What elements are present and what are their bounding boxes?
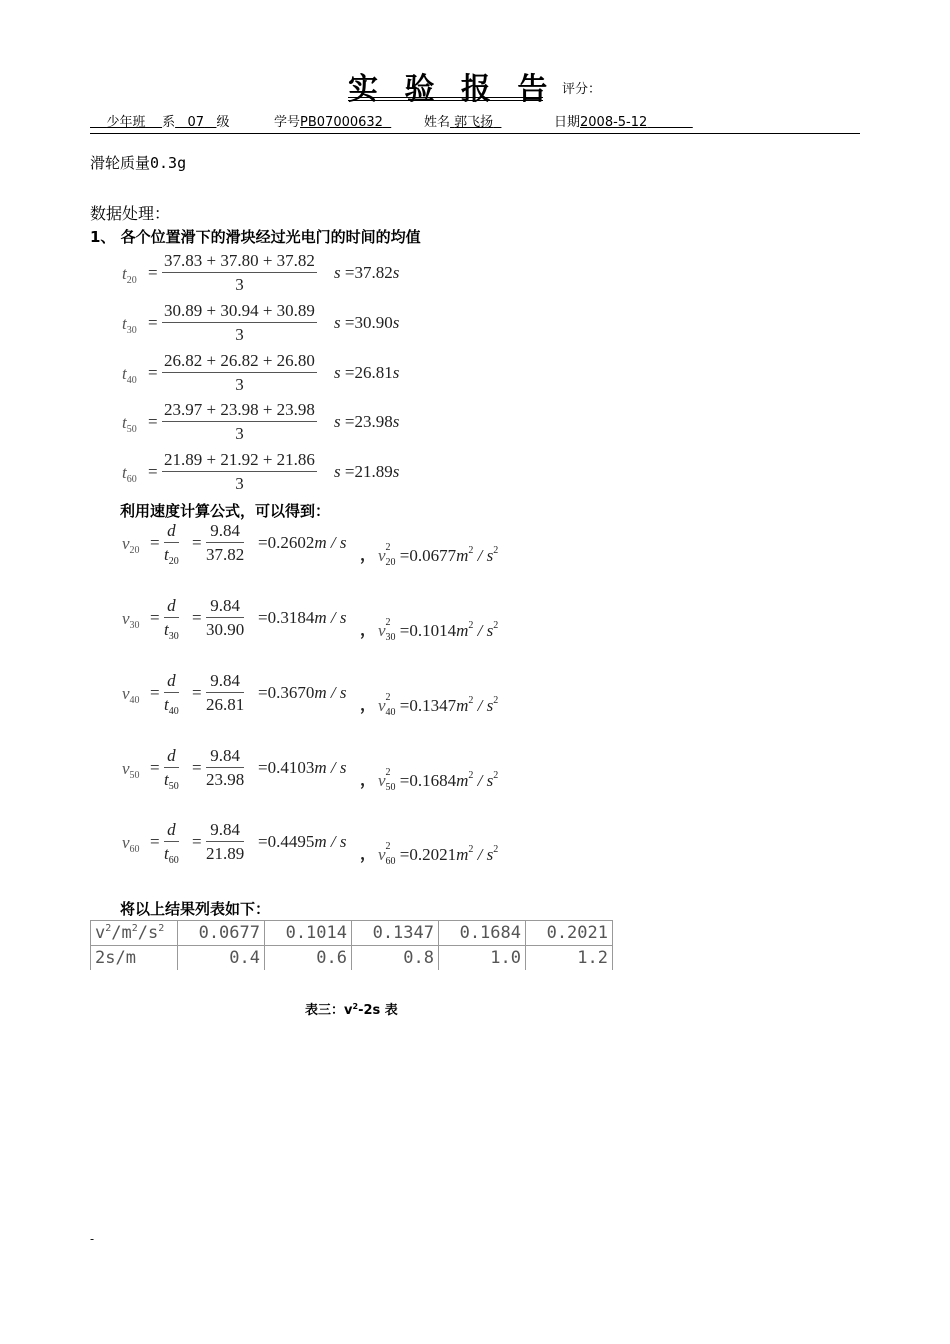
pulley-mass: 滑轮质量0.3g [90,154,187,172]
title-underline-double [348,100,543,101]
denominator: 3 [235,474,244,493]
denominator: 3 [235,325,244,344]
id-label: 学号 [274,115,301,130]
equals-sign: = [148,363,158,382]
fraction-d-over-t: $\frac{d}{t_{40}}$ [164,671,179,717]
results-table [90,920,613,970]
formula-lhs: $t_{30}$ [122,314,137,336]
velocity-lhs: $v_{60}$ [122,833,140,855]
denominator: 3 [235,424,244,443]
numerator: 26.82 + 26.82 + 26.80 [162,350,317,373]
fraction-d-over-t: $\frac{d}{t_{20}}$ [164,521,179,567]
class-field [90,111,229,130]
formula-rhs: s =30.90s [334,313,400,332]
equals-sign: = [148,263,158,282]
equals-sign: = [192,832,202,851]
velocity-value: =0.4103m / s [258,758,347,777]
velocity-intro: 利用速度计算公式，可以得到： [120,502,331,520]
table-cell: 1.2 [526,946,613,971]
equals-sign: = [192,683,202,702]
grade-label: 级 [216,115,230,130]
velocity-formula [122,520,542,572]
footer-mark: - [90,1232,95,1246]
comma: ， [360,545,377,564]
equals-sign: = [150,832,160,851]
class-value: 少年班 [106,115,146,130]
equals-sign: = [148,313,158,332]
numerator: 23.97 + 23.98 + 23.98 [162,399,317,422]
comma: ， [360,770,377,789]
time-mean-formula [122,399,442,449]
equals-sign: = [150,683,160,702]
velocity-squared: v 2 $_{60} =0.2021m^2 / s^2$ [378,841,499,867]
velocity-squared: v 2 $_{20} =0.0677m^2 / s^2$ [378,542,499,568]
date-value: 2008-5-12 [580,115,648,130]
table-intro: 将以上结果列表如下： [120,900,271,918]
table-cell: 0.8 [352,946,439,971]
velocity-formula [122,595,542,647]
velocity-value: =0.3670m / s [258,683,347,702]
equals-sign: = [150,533,160,552]
velocity-value: =0.2602m / s [258,533,347,552]
numerator: 37.83 + 37.80 + 37.82 [162,250,317,273]
formula-lhs: $t_{60}$ [122,463,137,485]
fraction-values: $\frac{9.84}{26.81}$ [206,671,245,714]
velocity-lhs: $v_{30}$ [122,609,140,631]
date-label: 日期 [554,115,581,130]
equals-sign: = [148,412,158,431]
equals-sign: = [192,758,202,777]
velocity-value: =0.4495m / s [258,832,347,851]
table-cell: 0.6 [265,946,352,971]
formula-rhs: s =23.98s [334,412,400,431]
time-mean-formula [122,350,442,400]
fraction [162,300,317,347]
velocity-squared: v 2 $_{50} =0.1684m^2 / s^2$ [378,767,499,793]
velocity-formula [122,670,542,722]
name-value: 郭飞扬 [454,115,494,130]
formula-rhs: s =37.82s [334,263,400,282]
fraction-values: $\frac{9.84}{30.90}$ [206,596,245,639]
fraction-d-over-t: $\frac{d}{t_{60}}$ [164,820,179,866]
equals-sign: = [192,533,202,552]
fraction-d-over-t: $\frac{d}{t_{50}}$ [164,746,179,792]
header-rule [90,133,860,134]
fraction [162,250,317,297]
table-cell: 1.0 [439,946,526,971]
numerator: 21.89 + 21.92 + 21.86 [162,449,317,472]
denominator: 3 [235,275,244,294]
table-cell: 0.1347 [352,921,439,946]
dept-label: 系 [162,115,176,130]
velocity-lhs: $v_{20}$ [122,534,140,556]
formula-lhs: $t_{50}$ [122,413,137,435]
fraction-d-over-t: $\frac{d}{t_{30}}$ [164,596,179,642]
table-cell: 0.0677 [178,921,265,946]
velocity-formula [122,745,542,797]
equals-sign: = [148,462,158,481]
date-field [554,111,693,130]
row-head-v2: $v^2/m^2/s^2$ [91,921,178,946]
student-id-field [274,111,391,130]
name-label: 姓名 [424,115,451,130]
fraction-values: $\frac{9.84}{21.89}$ [206,820,245,863]
table-cell: 0.1014 [265,921,352,946]
section-title: 数据处理： [90,204,171,223]
time-mean-formula [122,300,442,350]
table-row [91,921,613,946]
formula-rhs: s =26.81s [334,363,400,382]
formula-lhs: $t_{20}$ [122,264,137,286]
table-cell: 0.2021 [526,921,613,946]
velocity-squared: v 2 $_{40} =0.1347m^2 / s^2$ [378,692,499,718]
row-head-2s: 2s/m [91,946,178,971]
comma: ， [360,695,377,714]
time-mean-formula [122,449,442,499]
fraction [162,350,317,397]
score-label: 评分： [562,82,602,97]
velocity-squared: v 2 $_{30} =0.1014m^2 / s^2$ [378,617,499,643]
fraction [162,449,317,496]
grade-value: 07 [187,115,205,130]
formula-rhs: s =21.89s [334,462,400,481]
comma: ， [360,844,377,863]
name-field [424,111,501,130]
fraction [162,399,317,446]
velocity-value: =0.3184m / s [258,608,347,627]
fraction-values: $\frac{9.84}{23.98}$ [206,746,245,789]
formula-lhs: $t_{40}$ [122,364,137,386]
title-underline [348,97,543,98]
fraction-values: $\frac{9.84}{37.82}$ [206,521,245,564]
velocity-lhs: $v_{40}$ [122,684,140,706]
time-mean-formula [122,250,442,300]
table-caption: 表三：$v^2-2s$ 表 [305,1002,398,1018]
equals-sign: = [150,758,160,777]
velocity-lhs: $v_{50}$ [122,759,140,781]
table-row [91,946,613,971]
velocity-formula [122,819,542,871]
denominator: 3 [235,375,244,394]
table-cell: 0.1684 [439,921,526,946]
comma: ， [360,620,377,639]
table-cell: 0.4 [178,946,265,971]
equals-sign: = [192,608,202,627]
numerator: 30.89 + 30.94 + 30.89 [162,300,317,323]
item-1-heading: 1、 各个位置滑下的滑块经过光电门的时间的均值 [90,228,421,246]
report-title: 实 验 报 告 [348,72,556,107]
equals-sign: = [150,608,160,627]
id-value: PB07000632 [300,115,383,130]
